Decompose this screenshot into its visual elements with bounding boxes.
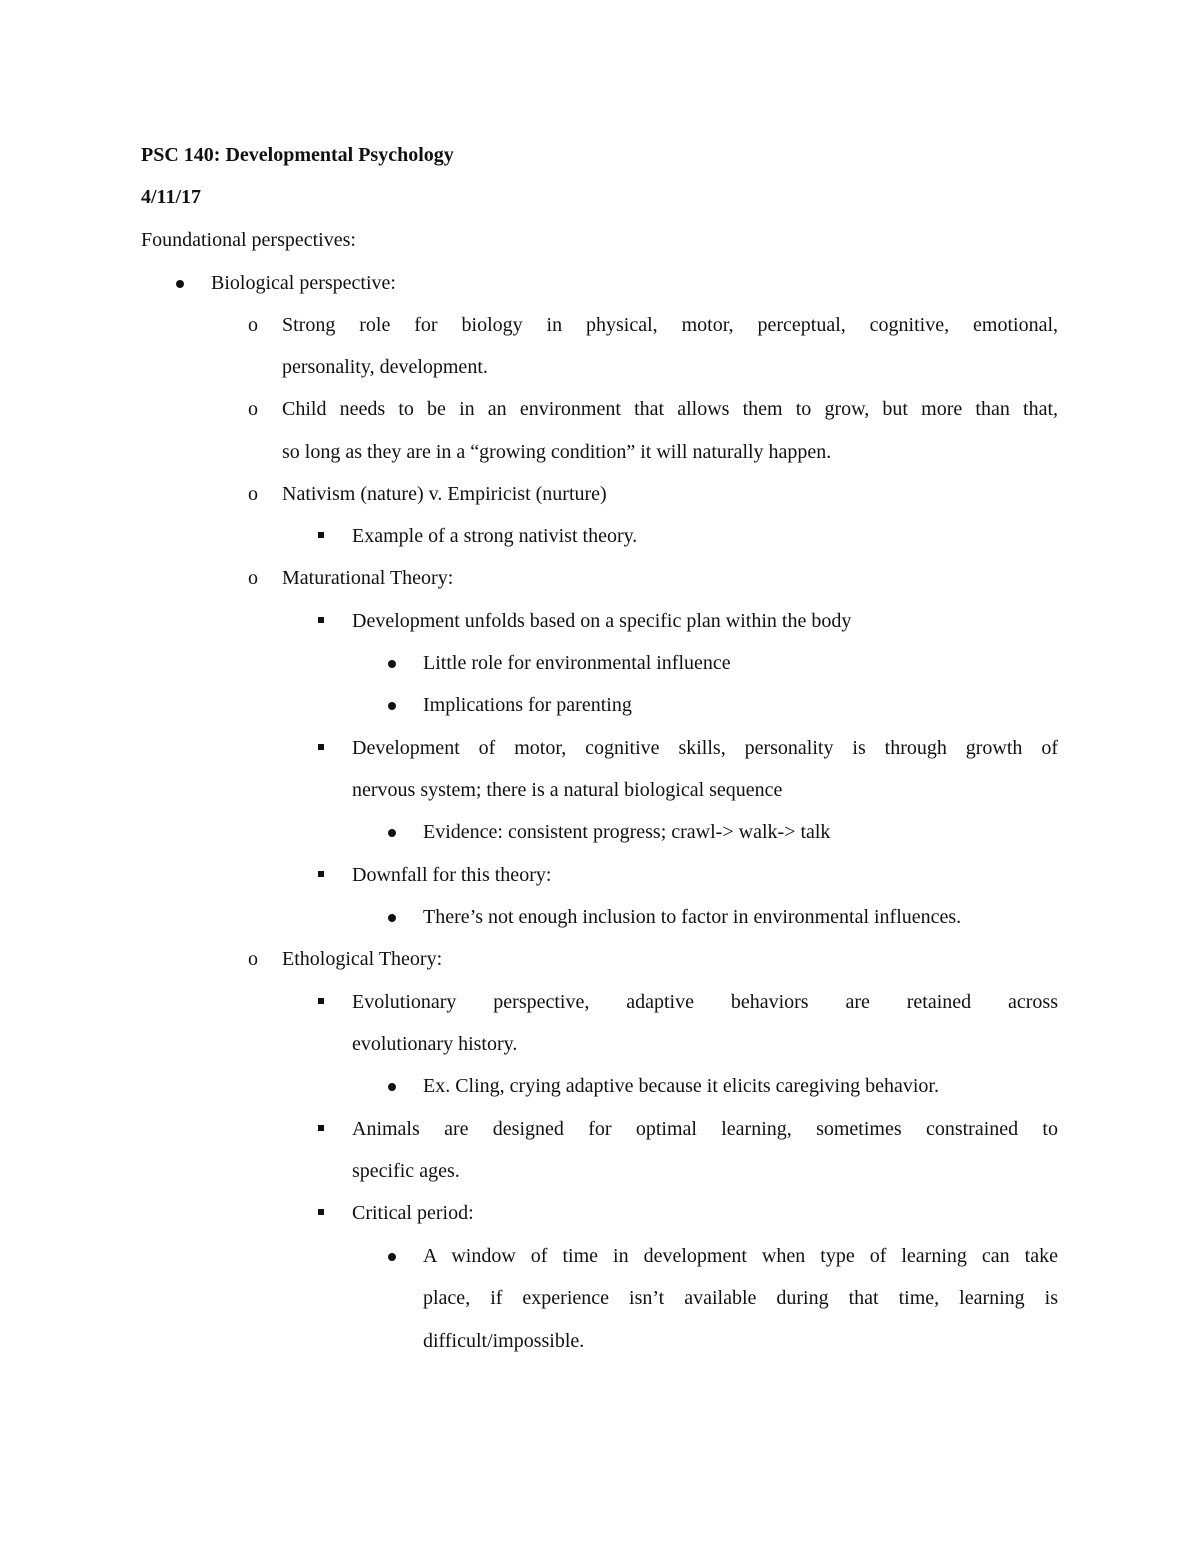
bullet-circle-icon: o	[248, 314, 258, 336]
list-item-line: A window of time in development when type of learning can take	[423, 1245, 1058, 1267]
page-title: PSC 140: Developmental Psychology	[141, 144, 454, 166]
list-item-line: nervous system; there is a natural biological sequence	[352, 779, 783, 801]
section-heading: Foundational perspectives:	[141, 229, 356, 251]
list-item-line: Evidence: consistent progress; crawl-> walk-> talk	[423, 821, 831, 843]
list-item-line: Development unfolds based on a specific plan within the body	[352, 610, 852, 632]
list-item-line: personality, development.	[282, 356, 488, 378]
bullet-square-icon	[318, 871, 324, 877]
list-item-line: There’s not enough inclusion to factor in environmental influences.	[423, 906, 962, 928]
bullet-dot-icon	[388, 702, 396, 710]
list-item-line: so long as they are in a “growing condition” it will naturally happen.	[282, 441, 832, 463]
list-item-line: place, if experience isn’t available during that time, learning is	[423, 1287, 1058, 1309]
bullet-circle-icon: o	[248, 567, 258, 589]
list-item-line: difficult/impossible.	[423, 1330, 585, 1352]
bullet-circle-icon: o	[248, 948, 258, 970]
list-item-line: Downfall for this theory:	[352, 864, 552, 886]
bullet-dot-icon	[388, 914, 396, 922]
list-item-line: Ex. Cling, crying adaptive because it elicits caregiving behavior.	[423, 1075, 939, 1097]
list-item-line: Development of motor, cognitive skills, personality is through growth of	[352, 737, 1058, 759]
bullet-circle-icon: o	[248, 398, 258, 420]
bullet-dot-icon	[388, 1253, 396, 1261]
list-item-maturational-theory: Maturational Theory:	[282, 567, 454, 589]
list-item-line: Evolutionary perspective, adaptive behaviors are retained across	[352, 991, 1058, 1013]
list-item-line: Little role for environmental influence	[423, 652, 731, 674]
list-item-line: Critical period:	[352, 1202, 474, 1224]
bullet-square-icon	[318, 1125, 324, 1131]
list-item-biological-perspective: Biological perspective:	[211, 272, 396, 294]
bullet-dot-icon	[388, 829, 396, 837]
list-item-line: Implications for parenting	[423, 694, 632, 716]
bullet-dot-icon	[388, 660, 396, 668]
bullet-square-icon	[318, 1209, 324, 1215]
bullet-square-icon	[318, 617, 324, 623]
list-item-line: specific ages.	[352, 1160, 460, 1182]
list-item-line: Strong role for biology in physical, motor, perceptual, cognitive, emotional,	[282, 314, 1058, 336]
bullet-square-icon	[318, 998, 324, 1004]
list-item-line: evolutionary history.	[352, 1033, 518, 1055]
list-item-line: Nativism (nature) v. Empiricist (nurture)	[282, 483, 607, 505]
list-item-ethological-theory: Ethological Theory:	[282, 948, 443, 970]
list-item-line: Animals are designed for optimal learning, sometimes constrained to	[352, 1118, 1058, 1140]
list-item-line: Example of a strong nativist theory.	[352, 525, 638, 547]
bullet-dot-icon	[388, 1083, 396, 1091]
bullet-circle-icon: o	[248, 483, 258, 505]
bullet-square-icon	[318, 744, 324, 750]
list-item-line: Child needs to be in an environment that allows them to grow, but more than that,	[282, 398, 1058, 420]
bullet-square-icon	[318, 532, 324, 538]
bullet-dot-icon	[176, 280, 184, 288]
document-date: 4/11/17	[141, 186, 202, 208]
